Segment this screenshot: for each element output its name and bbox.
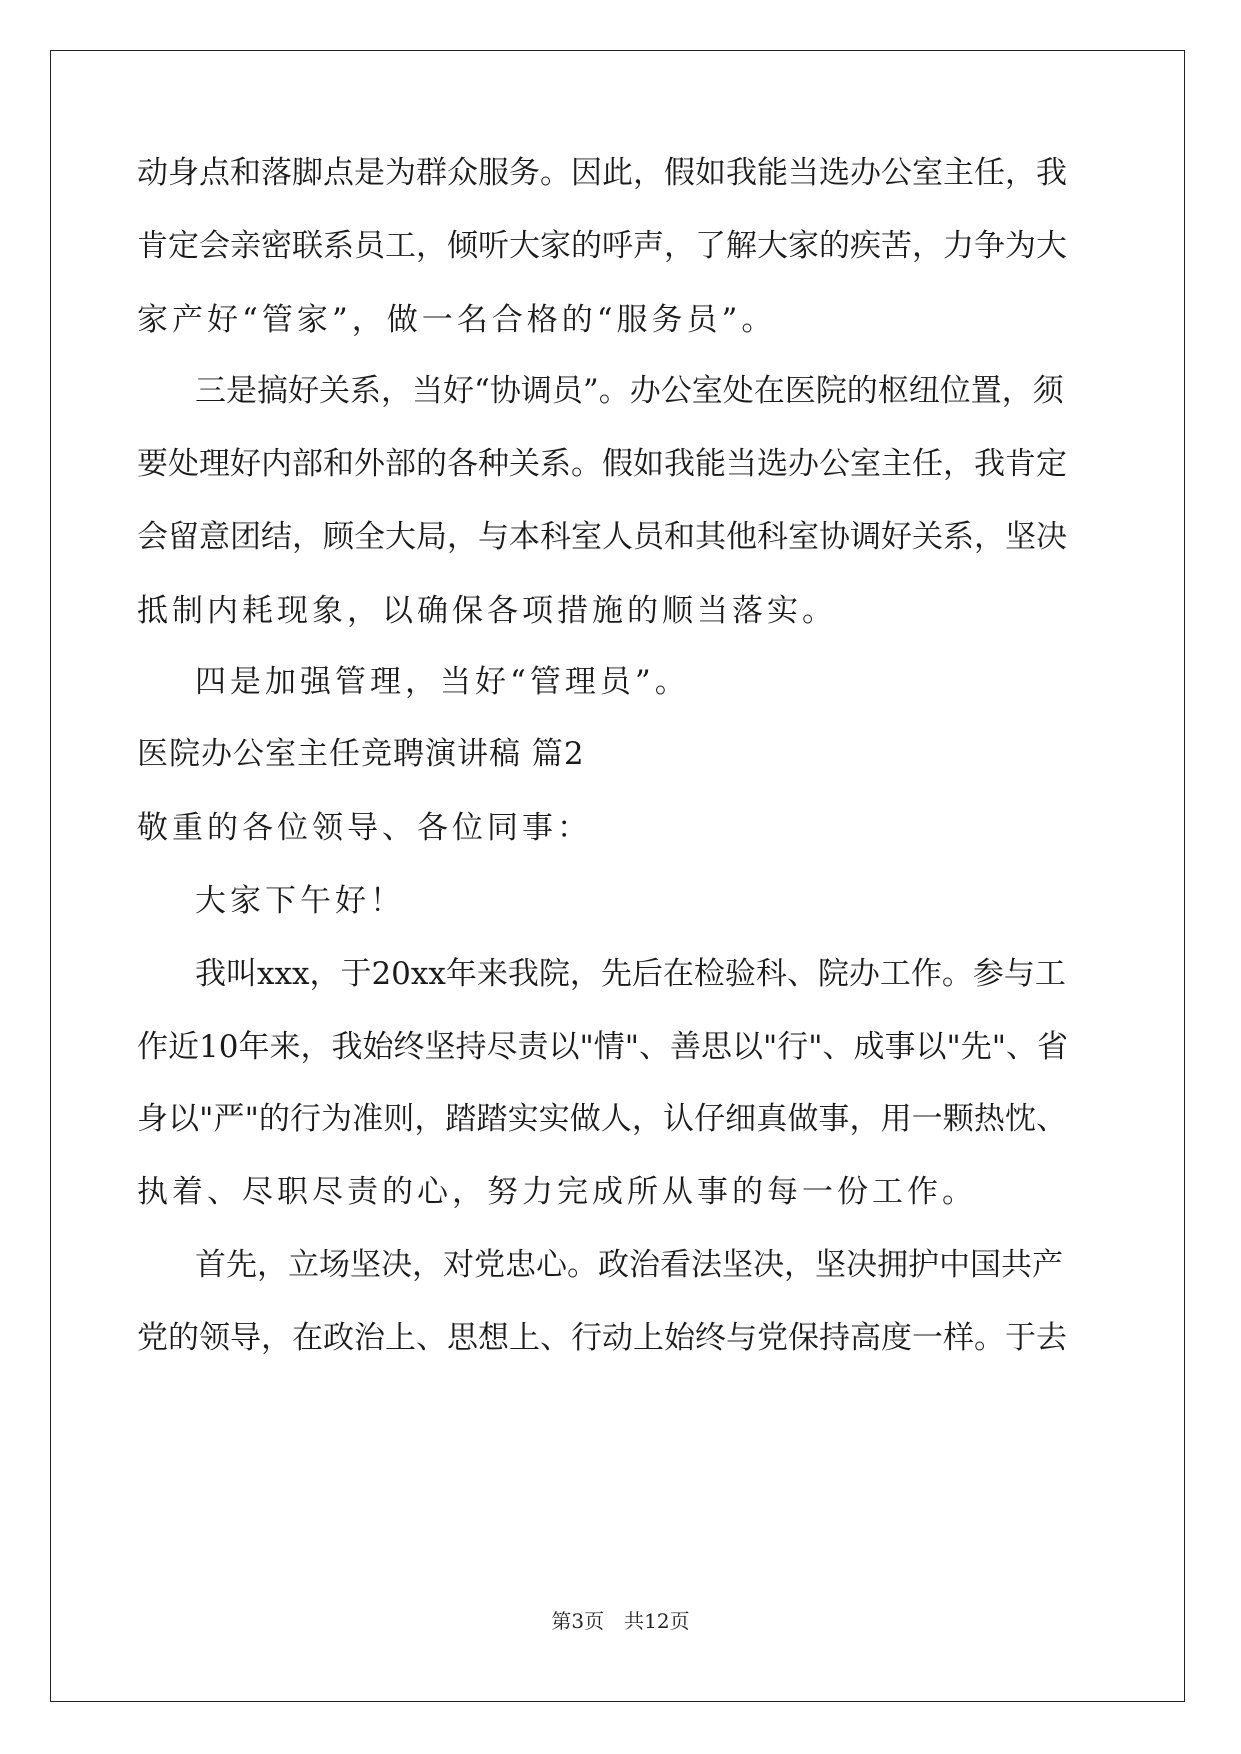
text-line: 要处理好内部和外部的各种关系。假如我能当选办公室主任，我肯定 (137, 446, 1067, 482)
text-line: 家产好“管家”，做一名合格的“服务员”。 (137, 302, 777, 338)
text-line: 执着、尽职尽责的心，努力完成所从事的每一份工作。 (137, 1174, 977, 1210)
section-heading: 医院办公室主任竞聘演讲稿 篇2 (137, 736, 585, 772)
text-line: 首先，立场坚决，对党忠心。政治看法坚决，坚决拥护中国共产 (195, 1247, 1063, 1283)
text-line: 动身点和落脚点是为群众服务。因此，假如我能当选办公室主任，我 (137, 155, 1067, 191)
text-line: 四是加强管理，当好“管理员”。 (195, 664, 690, 700)
salutation: 敬重的各位领导、各位同事： (137, 810, 592, 846)
text-line: 身以"严"的行为准则，踏踏实实做人，认仔细真做事，用一颗热忱、 (137, 1101, 1067, 1137)
text-line: 作近10年来，我始终坚持尽责以"情"、善思以"行"、成事以"先"、省 (137, 1029, 1068, 1065)
text-line: 三是搞好关系，当好“协调员”。办公室处在医院的枢纽位置，须 (195, 373, 1064, 409)
greeting: 大家下午好！ (195, 883, 405, 919)
text-line: 肯定会亲密联系员工，倾听大家的呼声，了解大家的疾苦，力争为大 (137, 228, 1067, 264)
text-line: 会留意团结，顾全大局，与本科室人员和其他科室协调好关系，坚决 (137, 519, 1067, 555)
text-line: 我叫xxx，于20xx年来我院，先后在检验科、院办工作。参与工 (195, 956, 1066, 992)
page-border (50, 50, 1185, 1702)
text-line: 党的领导，在政治上、思想上、行动上始终与党保持高度一样。于去 (137, 1320, 1067, 1356)
page-number: 第3页 共12页 (551, 1609, 690, 1633)
text-line: 抵制内耗现象，以确保各项措施的顺当落实。 (137, 593, 837, 629)
